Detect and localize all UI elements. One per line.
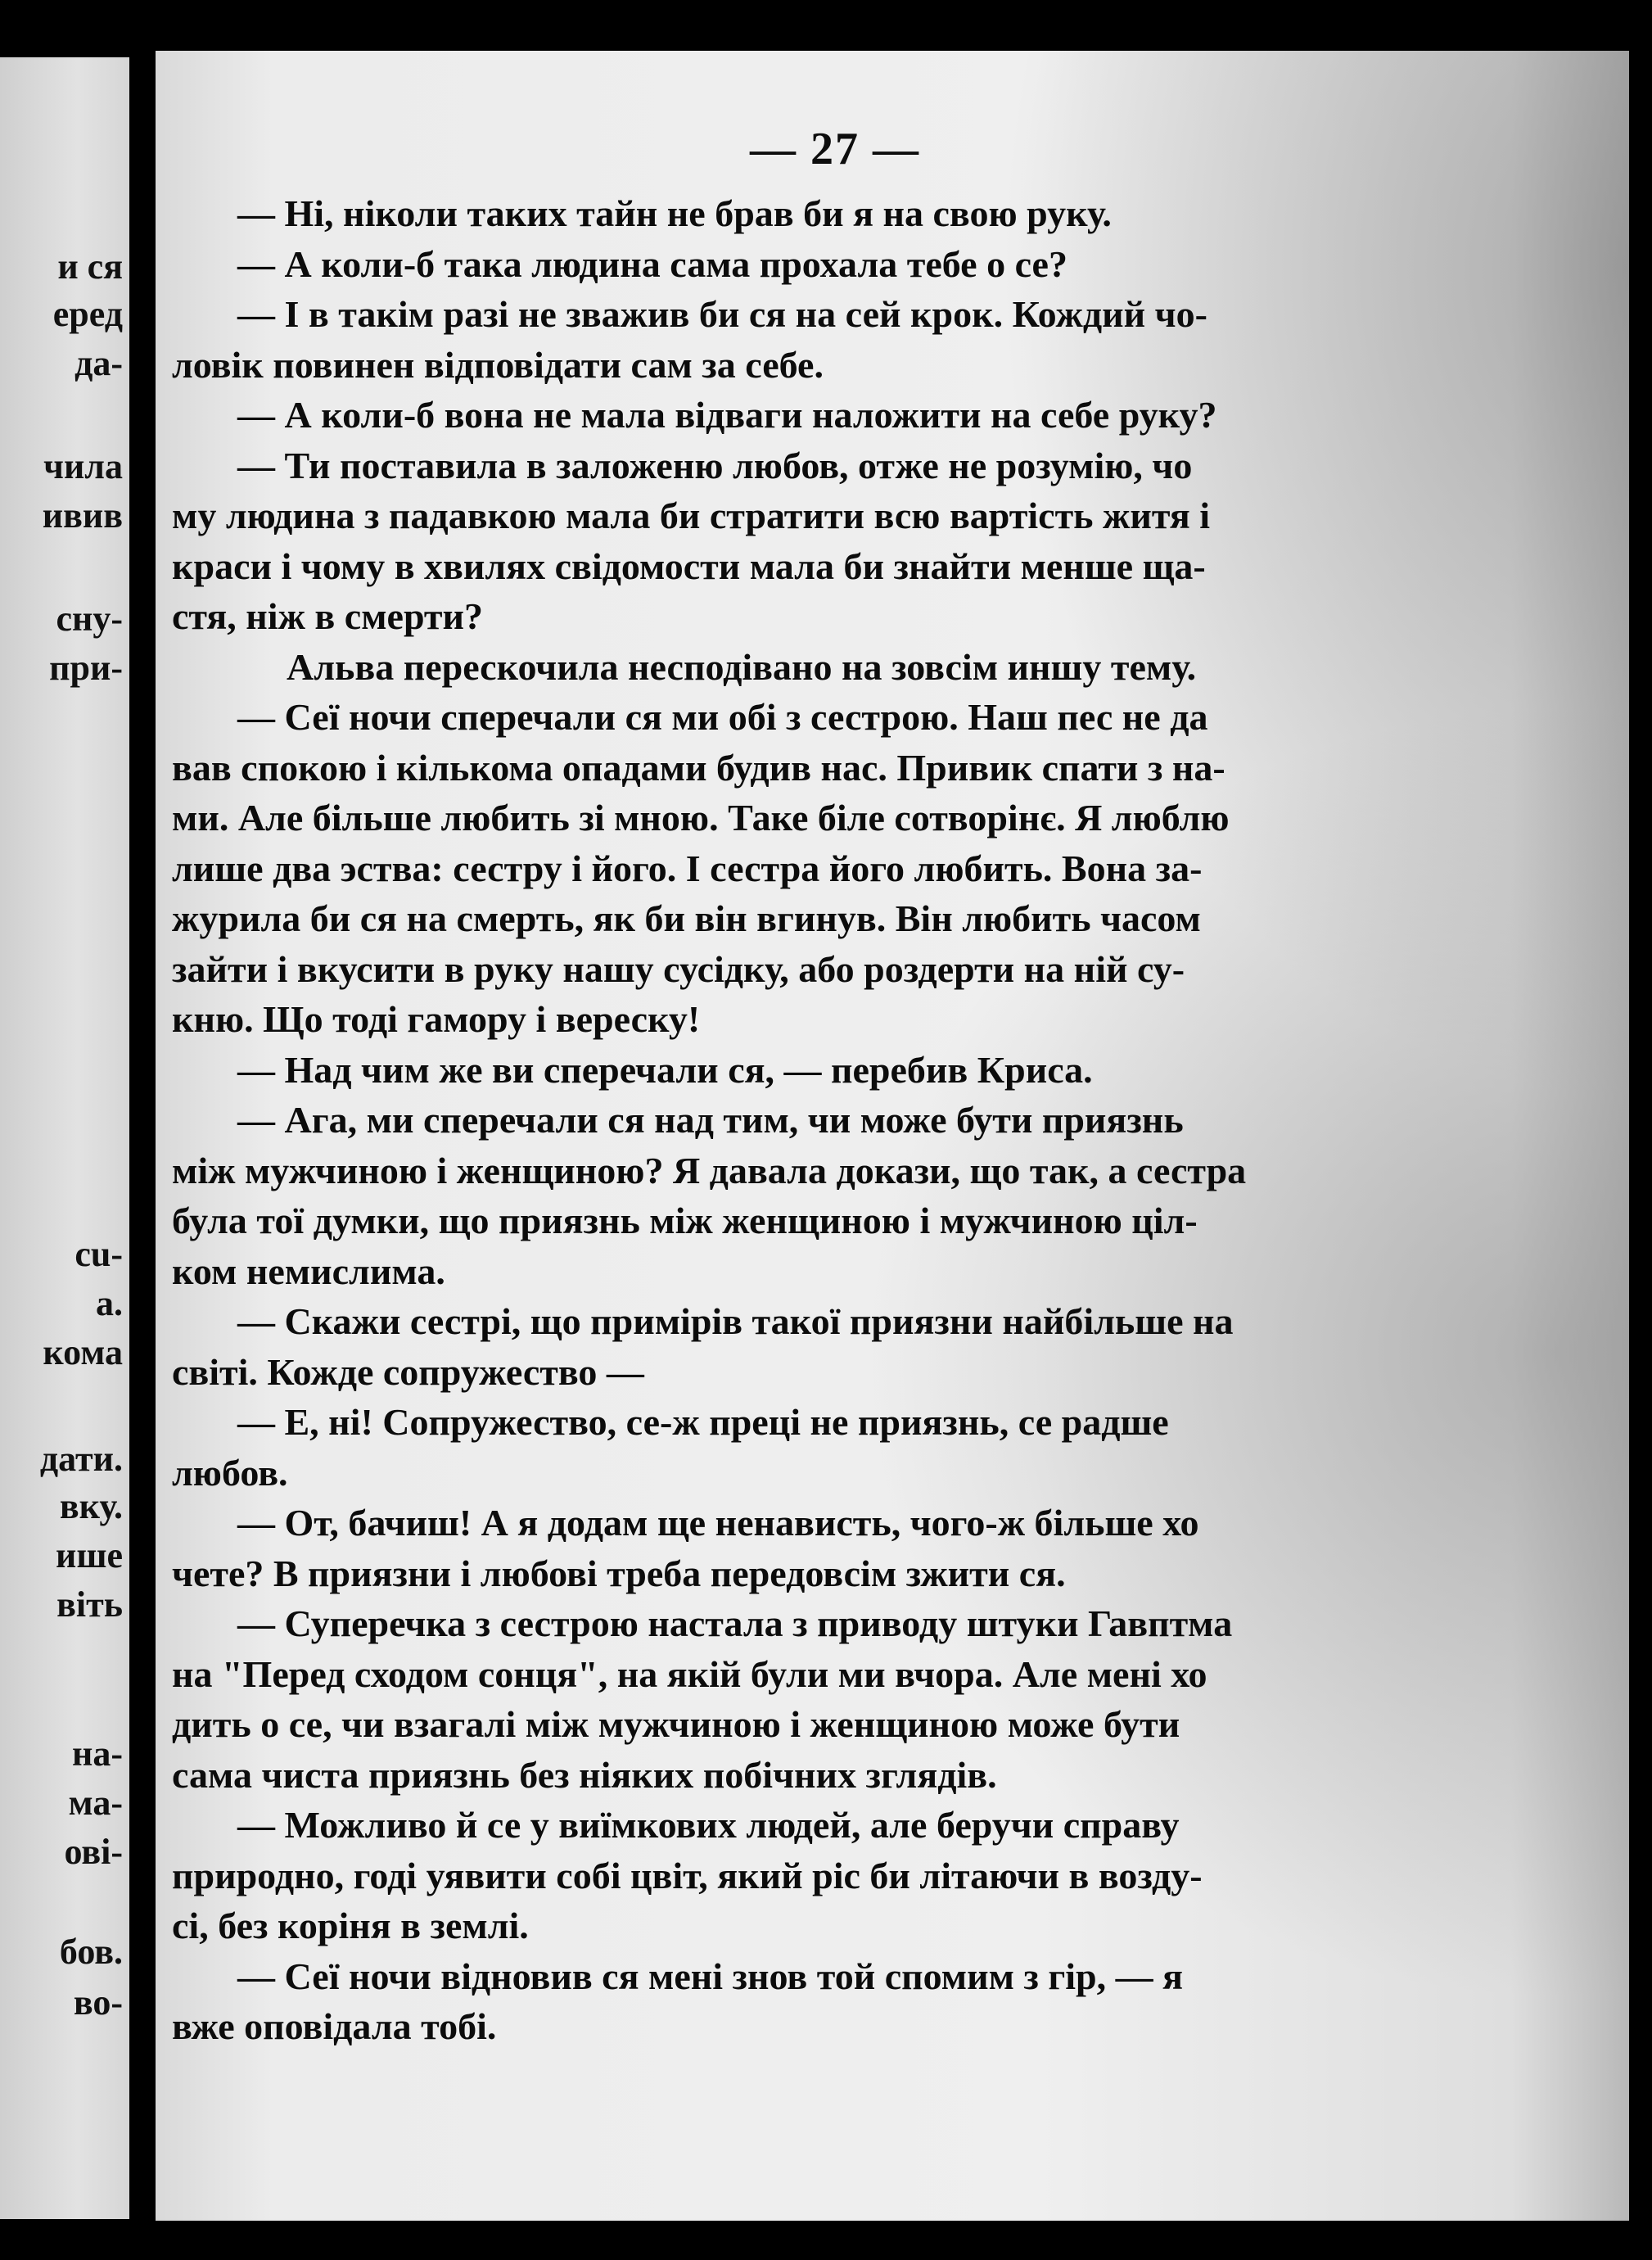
previous-page-fragment: и ся bbox=[57, 246, 123, 287]
previous-page-fragment: при- bbox=[49, 648, 123, 688]
previous-page-fragment: на- bbox=[71, 1733, 123, 1774]
text-line: — От, бачиш! А я додам ще ненависть, чого-ж більше хо bbox=[237, 1502, 1199, 1544]
previous-page-fragment: ма- bbox=[68, 1783, 123, 1823]
text-line: чете? В приязни і любові треба передовсім зжити ся. bbox=[172, 1552, 1066, 1594]
previous-page-fragment: кома bbox=[43, 1332, 123, 1372]
previous-page-fragment: віть bbox=[56, 1584, 123, 1625]
text-line: дить о се, чи взагалі між мужчиною і женщиною може бути bbox=[172, 1703, 1180, 1745]
text-line: — Сеї ночи відновив ся мені знов той спомим з гір, — я bbox=[237, 1955, 1184, 1997]
previous-page-fragment: сu- bbox=[74, 1234, 123, 1274]
text-line: — Ти поставила в заложеню любов, отже не розумію, чо bbox=[237, 444, 1193, 486]
text-line: любов. bbox=[172, 1451, 288, 1494]
book-page bbox=[156, 51, 1629, 2221]
text-line: кню. Що тоді гамору і вереску! bbox=[172, 998, 701, 1040]
previous-page-fragment: ивив bbox=[42, 495, 123, 536]
text-line: — Можливо й се у виїмкових людей, але беручи справу bbox=[237, 1804, 1180, 1846]
text-line: на "Перед сходом сонця", на якій були ми вчора. Але мені хо bbox=[172, 1652, 1207, 1695]
text-line: сі, без коріня в землі. bbox=[172, 1905, 529, 1946]
text-line: вже оповідала тобі. bbox=[172, 2005, 497, 2047]
previous-page-fragment: ові- bbox=[64, 1832, 123, 1872]
text-line: ком немислима. bbox=[172, 1250, 445, 1292]
text-line: — Е, ні! Сопружество, се-ж преці не приязнь, се радше bbox=[237, 1401, 1169, 1443]
previous-page-strip bbox=[0, 57, 129, 2219]
previous-page-fragment: дати. bbox=[39, 1439, 123, 1479]
text-line: сама чиста приязнь без ніяких побічних зглядів. bbox=[172, 1753, 997, 1796]
text-line: — А коли-б така людина сама прохала тебе о се? bbox=[237, 242, 1067, 285]
text-line: зайти і вкусити в руку нашу сусідку, або роздерти на ній су- bbox=[172, 947, 1185, 990]
text-line: — Сеї ночи сперечали ся ми обі з сестрою. Наш пес не да bbox=[237, 696, 1208, 738]
text-line: — І в такім разі не зважив би ся на сей крок. Кождий чо- bbox=[237, 293, 1207, 335]
previous-page-fragment: сну- bbox=[56, 599, 123, 639]
text-line: му людина з падавкою мала би стратити всю вартість житя і bbox=[172, 495, 1211, 536]
text-line: журила би ся на смерть, як би він вгинув. Він любить часом bbox=[172, 897, 1201, 939]
text-line: природно, годі уявити собі цвіт, який ріс би літаючи в возду- bbox=[172, 1854, 1203, 1896]
text-line: лише два эства: сестру і його. І сестра його любить. Вона за- bbox=[172, 847, 1203, 889]
page-text bbox=[172, 188, 1514, 2052]
previous-page-fragment: еред bbox=[52, 294, 123, 334]
text-line: — Ні, ніколи таких тайн не брав би я на свою руку. bbox=[237, 192, 1112, 234]
text-line: світі. Кожде сопружество — bbox=[172, 1350, 644, 1393]
previous-page-fragment: а. bbox=[96, 1283, 123, 1323]
text-line: стя, ніж в смерти? bbox=[172, 595, 484, 637]
previous-page-fragment: бов. bbox=[59, 1932, 123, 1972]
text-line: — Суперечка з сестрою настала з приводу штуки Гавптма bbox=[237, 1602, 1233, 1644]
text-line: між мужчиною і женщиною? Я давала докази, що так, а сестра bbox=[172, 1149, 1247, 1191]
text-line: вав спокою і кількома опадами будив нас. Привик спати з на- bbox=[172, 746, 1225, 789]
text-line: — Ага, ми сперечали ся над тим, чи може бути приязнь bbox=[237, 1099, 1184, 1141]
previous-page-fragment: во- bbox=[73, 1982, 123, 2023]
previous-page-fragment: чила bbox=[43, 446, 123, 486]
previous-page-fragment: да- bbox=[74, 343, 123, 383]
text-line: — Над чим же ви сперечали ся, — перебив Криса. bbox=[237, 1048, 1093, 1091]
text-line: ми. Але більше любить зі мною. Таке біле сотворінє. Я люблю bbox=[172, 797, 1230, 838]
text-line: Альва перескочила несподівано на зовсім иншу тему. bbox=[287, 645, 1197, 688]
page-number: — 27 — bbox=[750, 124, 920, 174]
text-line: — А коли-б вона не мала відваги наложити на себе руку? bbox=[237, 394, 1217, 436]
previous-page-fragment: вку. bbox=[59, 1486, 123, 1526]
text-line: краси і чому в хвилях свідомости мала би знайти менше ща- bbox=[172, 545, 1206, 587]
previous-page-fragment: ише bbox=[55, 1535, 123, 1575]
text-line: була тої думки, що приязнь між женщиною і мужчиною ціл- bbox=[172, 1200, 1198, 1241]
text-line: — Скажи сестрі, що примірів такої приязни найбільше на bbox=[237, 1300, 1234, 1342]
text-line: ловік повинен відповідати сам за себе. bbox=[172, 343, 824, 386]
